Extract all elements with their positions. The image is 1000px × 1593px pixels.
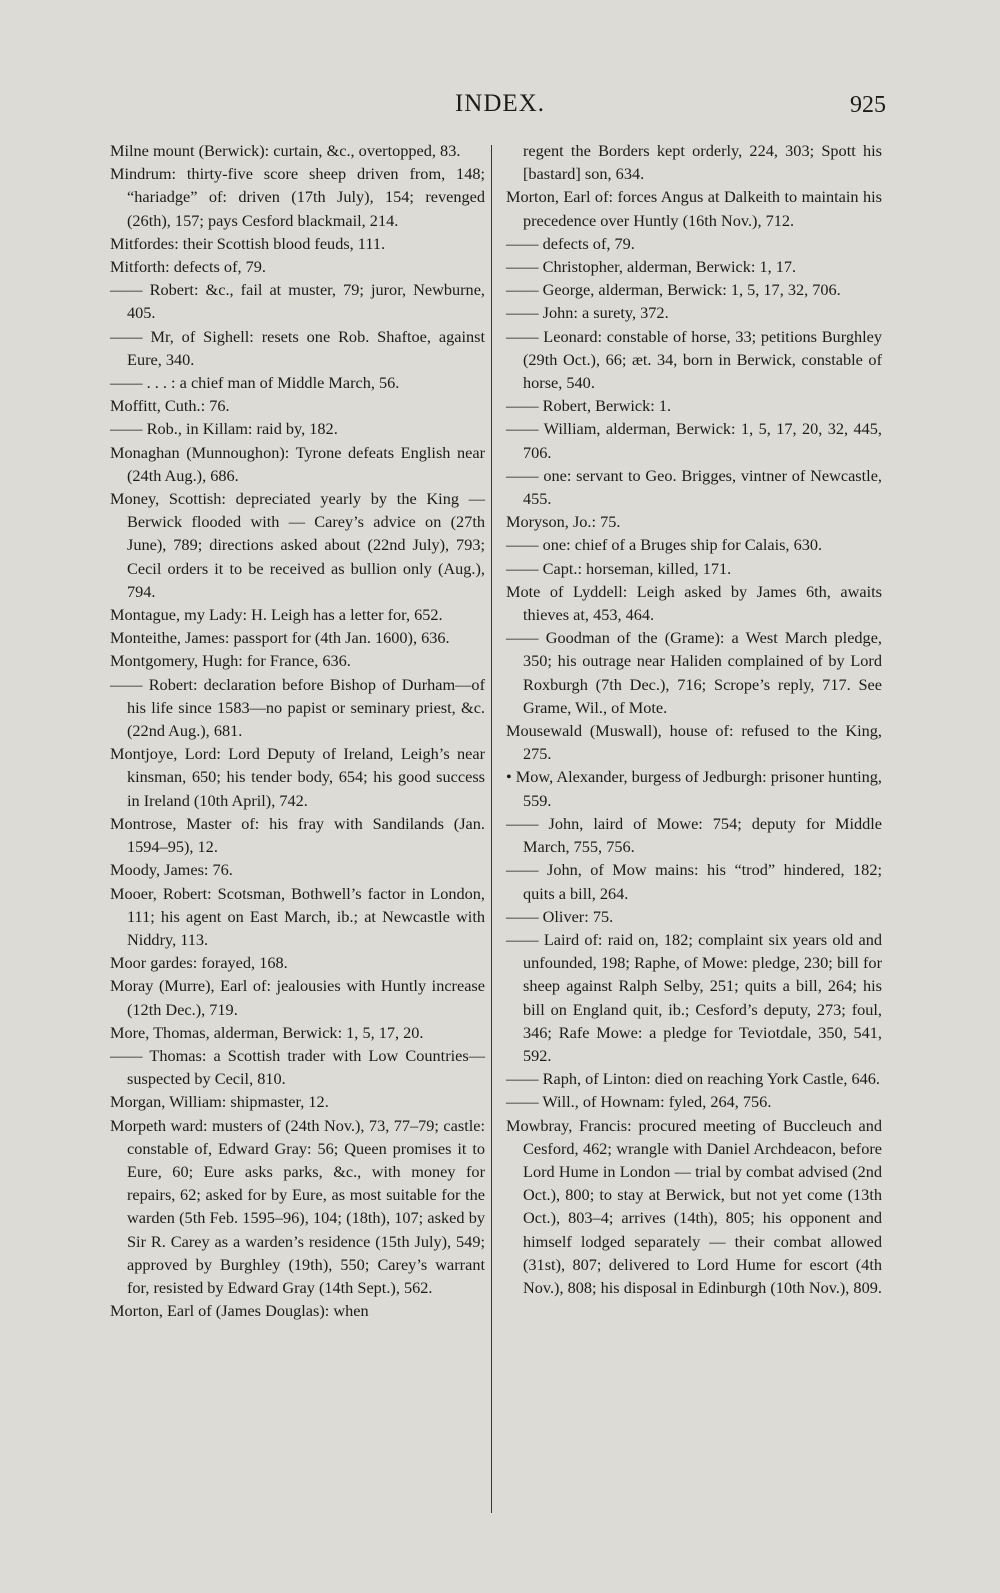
index-entry: —— Mr, of Sighell: resets one Rob. Shaftoe, against Eure, 340.	[110, 326, 485, 369]
index-entry: —— one: servant to Geo. Brigges, vintner of Newcastle, 455.	[506, 465, 882, 509]
index-entry: Monaghan (Munnoughon): Tyrone defeats English near (24th Aug.), 686.	[110, 442, 485, 485]
index-entry: Morgan, William: shipmaster, 12.	[110, 1092, 329, 1112]
index-entry: Moffitt, Cuth.: 76.	[110, 396, 230, 416]
index-entry: Mousewald (Muswall), house of: refused to the King, 275.	[506, 721, 882, 764]
index-entry: Mote of Lyddell: Leigh asked by James 6th, awaits thieves at, 453, 464.	[506, 581, 882, 625]
index-entry: Morton, Earl of (James Douglas): when	[110, 1301, 369, 1321]
index-entry: Morpeth ward: musters of (24th Nov.), 73, 77–79; castle: constable of, Edward Gray: 56; Queen promises it to Eure, 60; Eure asks parks, &c., with money for repairs, 62; asked for by Eure, as most suitable for the warden (5th Feb. 1595–96), 104; (18th), 107; asked by Sir R. Carey as a warden’s residence (15th July), 549; approved by Burghley (19th), 550; Carey’s warrant for, resisted by Edward Gray (14th Sept.), 562.	[110, 1115, 485, 1297]
index-entry: —— Laird of: raid on, 182; complaint six years old and unfounded, 198; Raphe, of Mowe: pledge, 230; bill for sheep against Ralph Selby, 251; quits a bill, 264; his bill on England quit, ib.; Cesford’s deputy, 273; foul, 346; Rafe Mowe: a pledge for Teviotdale, 350, 541, 592.	[506, 929, 882, 1065]
page-number: 925	[850, 92, 886, 118]
index-entry: —— Robert: &c., fail at muster, 79; juror, Newburne, 405.	[110, 280, 485, 323]
index-entry: Montgomery, Hugh: for France, 636.	[110, 651, 351, 671]
page-title: INDEX.	[454, 90, 545, 117]
index-entry: —— Raph, of Linton: died on reaching York Castle, 646.	[506, 1069, 880, 1089]
index-entry: —— defects of, 79.	[506, 233, 635, 253]
index-entry: Moryson, Jo.: 75.	[506, 512, 621, 532]
index-entry: —— John: a surety, 372.	[506, 303, 669, 323]
index-entry: Milne mount (Berwick): curtain, &c., overtopped, 83.	[110, 141, 461, 160]
index-entry: Mooer, Robert: Scotsman, Bothwell’s factor in London, 111; his agent on East March, ib.; at Newcastle with Niddry, 113.	[110, 883, 485, 949]
index-entry: —— Goodman of the (Grame): a West March pledge, 350; his outrage near Haliden complained of by Lord Roxburgh (7th Dec.), 716; Scrope’s reply, 717. See Grame, Wil., of Mote.	[506, 628, 882, 717]
right-column	[506, 139, 882, 1299]
index-entry: Moor gardes: forayed, 168.	[110, 953, 288, 973]
index-entry: —— one: chief of a Bruges ship for Calais, 630.	[506, 535, 823, 555]
column-divider	[491, 145, 492, 1513]
index-entry: —— Thomas: a Scottish trader with Low Countries—suspected by Cecil, 810.	[110, 1045, 485, 1089]
index-entry: Money, Scottish: depreciated yearly by the King — Berwick flooded with — Carey’s advice on (27th June), 789; directions asked about (22nd July), 793; Cecil orders it to be received as bullion only (Aug.), 794.	[110, 489, 485, 601]
index-entry: —— Capt.: horseman, killed, 171.	[506, 558, 732, 578]
index-entry: Montague, my Lady: H. Leigh has a letter for, 652.	[110, 605, 443, 625]
index-entry: —— William, alderman, Berwick: 1, 5, 17, 20, 32, 445, 706.	[506, 419, 882, 462]
index-entry: Monteithe, James: passport for (4th Jan. 1600), 636.	[110, 628, 450, 648]
index-entry: • Mow, Alexander, burgess of Jedburgh: prisoner hunting, 559.	[506, 767, 883, 810]
index-entry: Montrose, Master of: his fray with Sandilands (Jan. 1594–95), 12.	[110, 813, 485, 857]
index-entry: —— Rob., in Killam: raid by, 182.	[110, 419, 338, 439]
index-entry: —— John, laird of Mowe: 754; deputy for Middle March, 755, 756.	[506, 813, 882, 857]
index-entry: —— Robert, Berwick: 1.	[506, 396, 672, 416]
index-entry: —— John, of Mow mains: his “trod” hindered, 182; quits a bill, 264.	[506, 860, 882, 903]
index-entry: More, Thomas, alderman, Berwick: 1, 5, 17, 20.	[110, 1022, 424, 1042]
index-entry: Mowbray, Francis: procured meeting of Buccleuch and Cesford, 462; wrangle with Daniel Archdeacon, before Lord Hume in London — trial by combat advised (2nd Oct.), 800; to stay at Berwick, but not yet come (13th Oct.), 803–4; arrives (14th), 805; his opponent and himself lodged separately — their combat allowed (31st), 807; delivered to Lord Hume for escort (4th Nov.), 808; his disposal in Edinburgh (10th Nov.), 809.	[506, 1115, 882, 1297]
page-header	[0, 88, 1000, 128]
index-entry: —— Christopher, alderman, Berwick: 1, 17.	[506, 257, 797, 277]
index-entry: Morton, Earl of: forces Angus at Dalkeith to maintain his precedence over Huntly (16th Nov.), 712.	[506, 187, 882, 230]
index-entry: —— George, alderman, Berwick: 1, 5, 17, 32, 706.	[506, 280, 841, 300]
index-entry: Mitfordes: their Scottish blood feuds, 111.	[110, 233, 386, 253]
index-entry: —— . . . : a chief man of Middle March, 56.	[110, 373, 400, 393]
index-entry: Montjoye, Lord: Lord Deputy of Ireland, Leigh’s near kinsman, 650; his tender body, 654; his good success in Ireland (10th April), 742.	[110, 744, 485, 810]
index-entry: —— Leonard: constable of horse, 33; petitions Burghley (29th Oct.), 66; æt. 34, born in Berwick, constable of horse, 540.	[506, 326, 882, 393]
index-entry: regent the Borders kept orderly, 224, 303; Spott his [bastard] son, 634.	[523, 141, 882, 184]
index-entry: —— Will., of Hownam: fyled, 264, 756.	[506, 1092, 772, 1112]
index-entry: —— Oliver: 75.	[506, 906, 614, 926]
index-entry: —— Robert: declaration before Bishop of Durham—of his life since 1583—no papist or seminary priest, &c. (22nd Aug.), 681.	[110, 674, 485, 741]
index-entry: Moray (Murre), Earl of: jealousies with Huntly increase (12th Dec.), 719.	[110, 976, 485, 1019]
index-entry: Mindrum: thirty-five score sheep driven from, 148; “hariadge” of: driven (17th July), 154; revenged (26th), 157; pays Cesford blackmail, 214.	[110, 164, 485, 230]
index-entry: Mitforth: defects of, 79.	[110, 257, 266, 277]
index-entry: Moody, James: 76.	[110, 860, 233, 880]
left-column	[110, 139, 485, 1322]
